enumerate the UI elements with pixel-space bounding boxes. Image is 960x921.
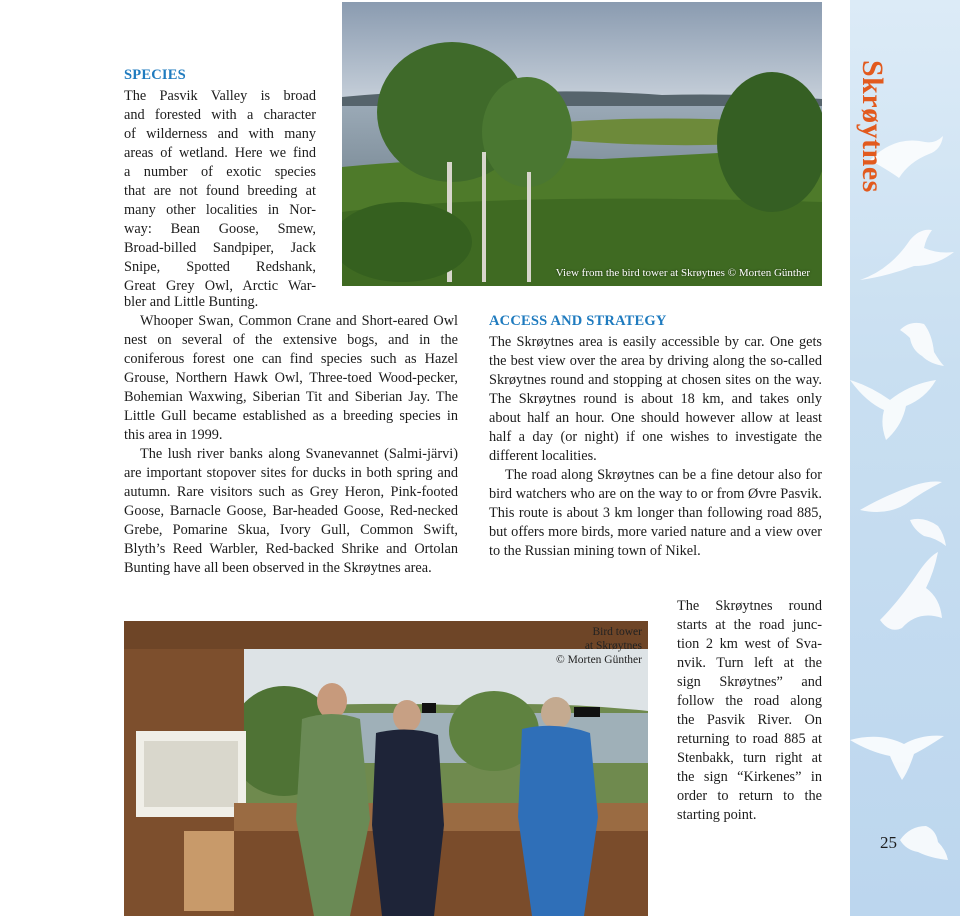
species-line: many other localities in Nor- xyxy=(124,202,316,218)
species-line: a number of exotic species xyxy=(124,164,316,180)
access-line: the Pasvik River. On xyxy=(677,712,822,728)
side-band-title: Skrøytnes xyxy=(856,60,889,193)
species-line: way: Bean Goose, Smew, xyxy=(124,221,316,237)
access-line: follow the road along xyxy=(677,693,822,709)
species-line: that are not found breeding at xyxy=(124,183,316,199)
species-line: of wilderness and with many xyxy=(124,126,316,142)
landscape-photo xyxy=(342,2,822,286)
access-line: tion 2 km west of Sva- xyxy=(677,636,822,652)
species-paragraph-2: Whooper Swan, Common Crane and Short-eared Owl nest on several of the extensive bogs, and in the coniferous forest one can find species such as Hazel Grouse, Northern Hawk Owl, Three-toed Wood-pecker, Bohemian Waxwing, Siberian Tit and Siberian Jay. The Little Gull became established as a breeding species in this area in 1999. xyxy=(124,313,458,443)
caption-line: at Skrøytnes xyxy=(584,640,642,652)
species-line: bler and Little Bunting. xyxy=(124,294,259,310)
species-line: Broad-billed Sandpiper, Jack xyxy=(124,240,316,256)
access-line: the sign “Kirkenes” in xyxy=(677,769,822,785)
access-line: returning to road 885 at xyxy=(677,731,822,747)
species-line: areas of wetland. Here we find xyxy=(124,145,316,161)
access-line: nvik. Turn left at the xyxy=(677,655,822,671)
access-narrow-text xyxy=(677,597,822,825)
species-paragraph-3: The lush river banks along Svanevannet (Salmi-järvi) are important stopover sites for ducks in both spring and autumn. Rare visitors such as Grey Heron, Pink-footed Goose, Barnacle Goose, Bar-headed Goose, Red-necked Grebe, Pomarine Skua, Ivory Gull, Common Swift, Blyth’s Reed Warbler, Red-backed Shrike and Ortolan Bunting have all been observed in the Skrøytnes area. xyxy=(124,446,458,576)
photo-top xyxy=(342,2,822,286)
access-section xyxy=(489,313,822,561)
species-heading: SPECIES xyxy=(124,67,186,83)
photo-bottom-caption xyxy=(522,625,642,667)
caption-line: Bird tower xyxy=(592,626,642,638)
access-line: The Skrøytnes round xyxy=(677,598,822,614)
access-line: sign Skrøytnes” and xyxy=(677,674,822,690)
access-line: starts at the road junc- xyxy=(677,617,822,633)
access-line: order to return to the xyxy=(677,788,822,804)
species-line: and forested with a character xyxy=(124,107,316,123)
access-heading: ACCESS AND STRATEGY xyxy=(489,313,667,329)
species-line: The Pasvik Valley is broad xyxy=(124,88,316,104)
access-line: starting point. xyxy=(677,807,757,823)
species-narrow-text xyxy=(124,87,316,296)
species-wide-text xyxy=(124,293,458,578)
caption-line: © Morten Günther xyxy=(555,654,642,666)
access-paragraph-2: The road along Skrøytnes can be a fine detour also for bird watchers who are on the way to or from Øvre Pasvik. This route is about 3 km longer than following road 885, but offers more birds, more varied nature and a view over to the Russian mining town of Nikel. xyxy=(489,467,822,559)
species-line: Snipe, Spotted Redshank, xyxy=(124,259,316,275)
species-line: Great Grey Owl, Arctic War- xyxy=(124,278,316,294)
access-paragraph-1: The Skrøytnes area is easily accessible by car. One gets the best view over the area by driving along the so-called Skrøytnes round and stopping at chosen sites on the way. The Skrøytnes round is about 18 km, and takes only about half an hour. One should however allow at least half a day (or night) if one wishes to investigate the different localities. xyxy=(489,334,822,464)
access-text xyxy=(489,333,822,561)
access-line: Stenbakk, turn right at xyxy=(677,750,822,766)
species-section xyxy=(124,67,316,296)
page-number: 25 xyxy=(880,833,897,852)
photo-top-caption: View from the bird tower at Skrøytnes © Morten Günther xyxy=(555,267,810,279)
